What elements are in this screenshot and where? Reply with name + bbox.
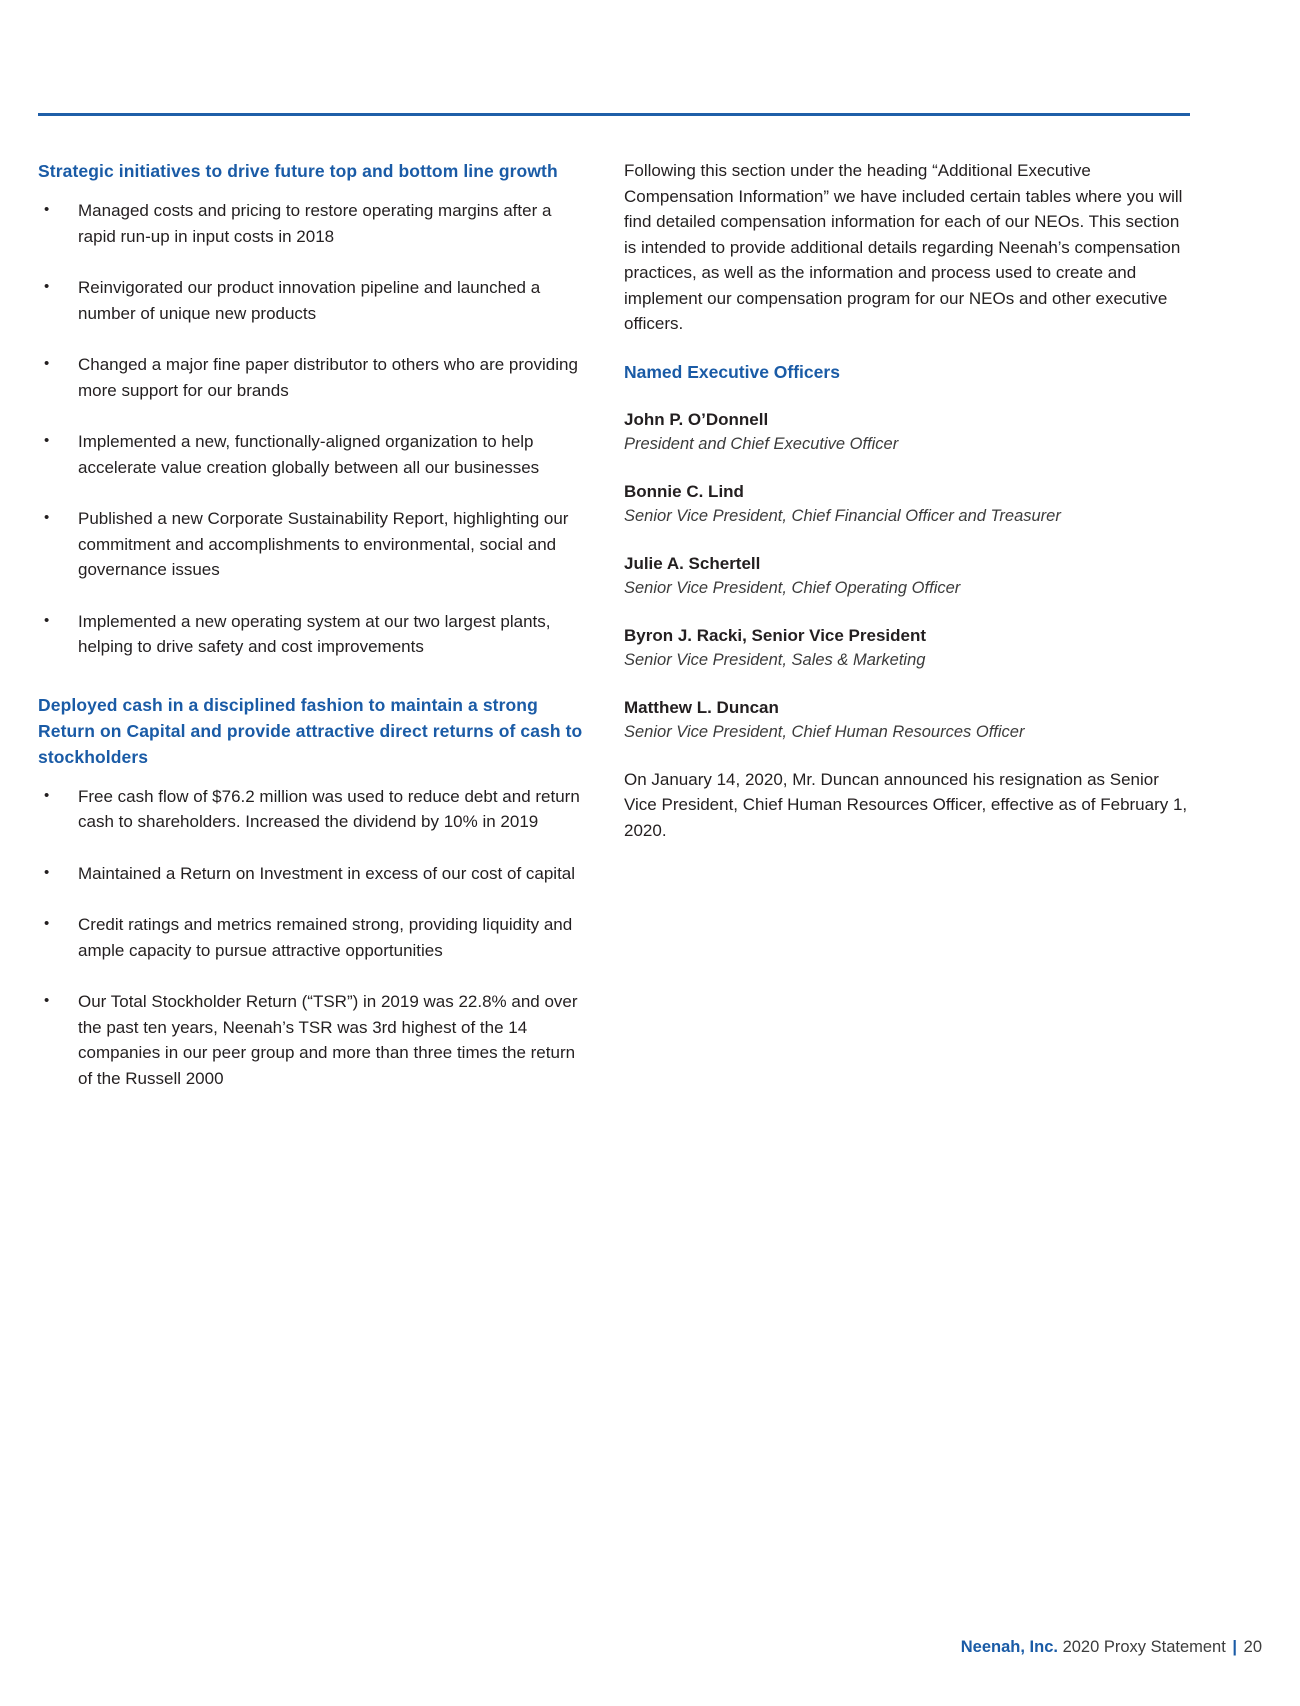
additional-compensation-intro-paragraph: Following this section under the heading “Additional Executive Compensation Information” we have included certain tables where you will find detailed compensation information for each of our NEOs. This section is intended to provide additional details regarding Neenah’s compensation practices, as well as the information and process used to create and implement our compensation program for our NEOs and other executive officers.	[624, 161, 1183, 333]
list-item: • Changed a major fine paper distributor to others who are providing more support for our brands	[38, 352, 586, 403]
officer-entry	[624, 479, 1190, 529]
officer-entry	[624, 551, 1190, 601]
officer-name: Matthew L. Duncan	[624, 697, 779, 717]
right-column	[624, 158, 1190, 1091]
officer-name: John P. O’Donnell	[624, 409, 769, 429]
deployed-cash-list	[38, 784, 586, 1092]
footer-page-number: 20	[1243, 1638, 1262, 1656]
officer-title: Senior Vice President, Chief Operating Officer	[624, 578, 961, 597]
officer-title: President and Chief Executive Officer	[624, 434, 899, 453]
list-item: • Our Total Stockholder Return (“TSR”) in 2019 was 22.8% and over the past ten years, Neenah’s TSR was 3rd highest of the 14 companies in our peer group and more than three times the return of the Russell 2000	[38, 989, 586, 1091]
strategic-initiatives-heading: Strategic initiatives to drive future top and bottom line growth	[38, 161, 558, 181]
footer-brand: Neenah, Inc.	[960, 1638, 1058, 1656]
officer-name: Bonnie C. Lind	[624, 481, 744, 501]
list-item: • Published a new Corporate Sustainability Report, highlighting our commitment and accomplishments to environmental, social and governance issues	[38, 506, 586, 583]
list-item: • Implemented a new, functionally-aligned organization to help accelerate value creation globally between all our businesses	[38, 429, 586, 480]
left-column	[38, 158, 586, 1091]
footer-document: 2020 Proxy Statement	[1062, 1638, 1226, 1656]
deployed-cash-heading: Deployed cash in a disciplined fashion to maintain a strong Return on Capital and provide attractive direct returns of cash to stockholders	[38, 694, 583, 767]
header-rule	[38, 113, 1190, 116]
officer-entry	[624, 407, 1190, 457]
list-item: • Implemented a new operating system at our two largest plants, helping to drive safety and cost improvements	[38, 609, 586, 660]
officer-name: Byron J. Racki, Senior Vice President	[624, 625, 927, 645]
officer-title: Senior Vice President, Sales & Marketing	[624, 650, 926, 669]
list-item: • Reinvigorated our product innovation pipeline and launched a number of unique new products	[38, 275, 586, 326]
duncan-resignation-paragraph: On January 14, 2020, Mr. Duncan announced his resignation as Senior Vice President, Chief Human Resources Officer, effective as of February 1, 2020.	[624, 769, 1188, 840]
footer-separator: |	[1232, 1638, 1238, 1656]
officer-name: Julie A. Schertell	[624, 553, 761, 573]
officer-title: Senior Vice President, Chief Human Resources Officer	[624, 722, 1025, 741]
page-footer	[961, 1636, 1262, 1658]
named-executive-officers-heading: Named Executive Officers	[624, 361, 840, 382]
officer-entry	[624, 695, 1190, 745]
officer-entry	[624, 623, 1190, 673]
list-item: • Maintained a Return on Investment in excess of our cost of capital	[38, 861, 586, 887]
officer-title: Senior Vice President, Chief Financial Officer and Treasurer	[624, 506, 1061, 525]
list-item: • Credit ratings and metrics remained strong, providing liquidity and ample capacity to pursue attractive opportunities	[38, 912, 586, 963]
list-item: • Managed costs and pricing to restore operating margins after a rapid run-up in input costs in 2018	[38, 198, 586, 249]
list-item: • Free cash flow of $76.2 million was used to reduce debt and return cash to shareholders. Increased the dividend by 10% in 2019	[38, 784, 586, 835]
two-column-body	[38, 158, 1190, 1091]
strategic-initiatives-list	[38, 198, 586, 660]
